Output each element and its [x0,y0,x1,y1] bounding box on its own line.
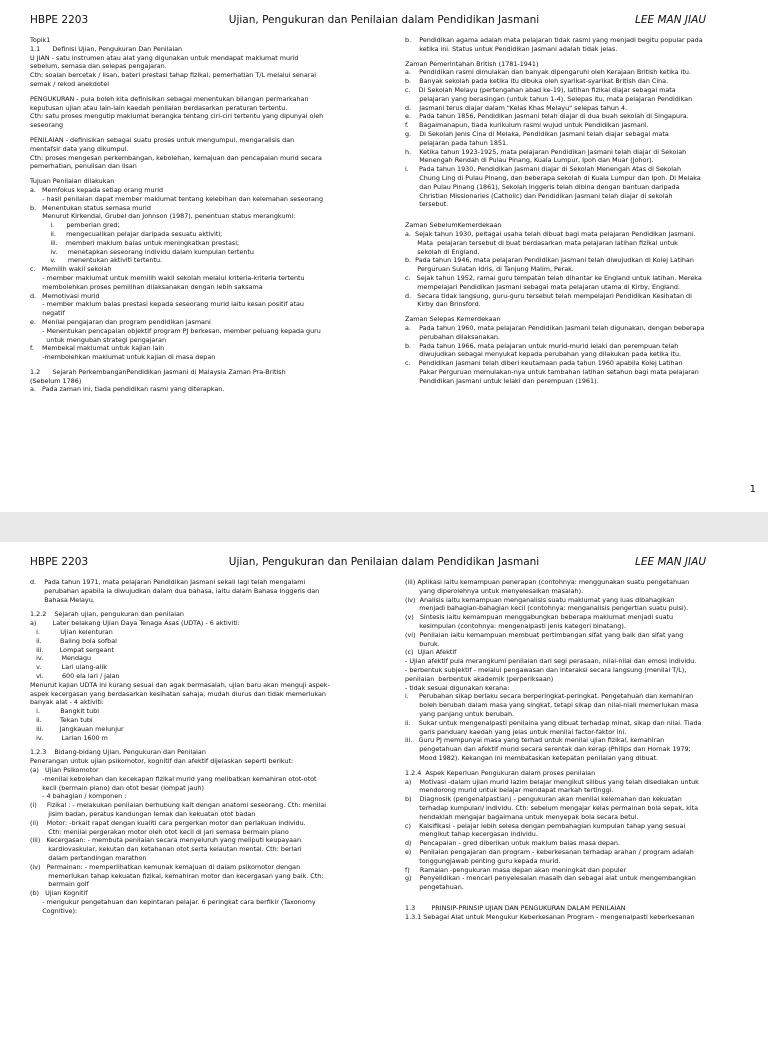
text-line: c. Pendidikan Jasmani telah diberi keutamaan pada tahun 1960 apabila Kolej Latihan [405,359,683,368]
text-line: - Ujian afektif pula merangkumi penilaian dari segi perasaan, nilai-nilai dan emosi individu. [405,657,697,666]
text-line: (iii) Kecergasan: - membuta penilaian secara menyeluruh yang meliputi keupayaan [30,836,302,845]
page-number: 1 [749,484,756,495]
text-line: b. Menentukan status semasa murid [30,203,151,212]
text-line: a) Motivasi -dalam ujian murid lazim belajar mengikut silibus yang telah disediakan untuk [405,777,699,786]
text-line: f. Bagaimanapun, tiada kurikulum rasmi wujud untuk Pendidikan Jasmani. [405,121,649,130]
text-line: mempelajari Pendidikan Jasmani sebagai mata pelajaran utama di Kirby, England. [405,282,680,291]
text-line: i. Bangkit tubi [30,707,100,716]
text-line: (a) Ujian Psikomotor [30,765,99,774]
text-line: a. Sejak tahun 1930, peltagai usaha telah dibuat bagi mata pelajaran Pendidikan Jasmani. [405,229,696,238]
text-line: buruk. [405,639,440,648]
text-line: (Sebelum 1786) [30,376,82,385]
text-line: terhadap kumpulan/ individu. Cth: sebelum mengajar kelas permainan bola sepak, kita [405,803,698,812]
text-line: b. Pada tahun 1966, mata pelajaran untuk murid-murid lelaki dan perempuan telah [405,341,679,350]
text-line: bermain golf [30,880,89,889]
text-line: sebelum, semasa dan selepas pengajaran. [30,62,167,71]
text-line: pelajaran pada tahun 1851. [405,138,509,147]
text-line: ii. Tekan tubi [30,715,93,724]
text-line: kardiovaskular, kekutan dan ketahanan otot serta kelautan mental. Cth: berlari [30,845,302,854]
text-line: semak / rekod anekdotel [30,79,109,88]
text-line: penilaian berbentuk akademik (perperiksaan) [405,674,554,683]
text-line: tonggungjawab penting guru kepada murid. [405,856,561,865]
text-line: 1.2.2 Sejarah ujian, pengukuran dan penilaian [30,610,184,619]
text-line: sekolah di England. [405,247,480,256]
text-line: c. Memilih wakil sekolah [30,265,112,274]
text-line: PENGUKURAN - pula boleh kita definisikan sebagai menentukan bilangan permarkahan [30,94,309,103]
text-line: Cth: proses mengesan perkembangan, kebolehan, kemajuan dan pencapaian murid secara [30,153,322,162]
text-line: b) Diagnosik (pengenalpastian) - pengukuran akan menilai kelemahan dan kekuatan [405,795,682,804]
document-page-2 [0,542,768,1054]
text-line: Menurut Kirkendal, Grubel dan Johnson (1987), penentuan status merangkumi: [30,212,296,221]
text-line: c) Kalsifikasi - pelajar lebih selesa dengan pembahagian kumpulan tahap yang sesuai [405,821,686,830]
text-line: a. Pada zaman ini, tiada pendidikan rasmi yang diterapkan. [30,385,225,394]
text-line: a) Later belakang Ujian Daya Tenaga Asas (UDTA) - 6 aktiviti: [30,619,240,628]
text-line: kecil (bermain piano) dan otot besar (lompat jauh) [30,783,204,792]
right-column [405,36,745,385]
text-line: tersebut. [405,200,449,209]
text-line: a. Pendidikan rasmi dimulakan dan banyak dipengaruhi oleh Kerajaan British ketika itu. [405,68,691,77]
text-line: d. Jasmani terus diajar dalam "Kelas Khas Melayu" selepas tahun 4. [405,103,628,112]
text-line: g. Di Sekolah Jenis Cina di Melaka, Pendidikan Jasmani telah diajar sebagai mata [405,129,669,138]
text-line: jisim badan, peratus kandungan lemak dan kekuatan otot badan [30,809,256,818]
text-line: iii. Guru PJ mempunyai masa yang terhad untuk menilai ujian fizikal, kemahiran [405,736,665,745]
text-line: Bahasa Melayu. [30,595,95,604]
text-line: f) Ramalan -pengukuran masa depan akan meningkat dan populer [405,865,627,874]
author-name: LEE MAN JIAU [635,14,706,26]
text-line: 1.2.4 Aspek Keperluan Pengukuran dalam proses penilaian [405,768,596,777]
text-line: c. Di Sekolah Melayu (pertengahan abad ke-19), latihan fizikal diajar sebagai mata [405,85,676,94]
text-line: 1.2.3 Bidang-bidang Ujian, Pengukuran dan Penilaian [30,748,206,757]
text-line: f. Membekal maklumat untuk kajian lain [30,344,165,353]
text-line: 1.3 PRINSIP-PRINSIP UJIAN DAN PENGUKURAN DALAM PENILAIAN [405,903,626,912]
text-line: perubahan apabila ia diwujudkan dalam dua bahasa, iaitu dalam Bahasa Inggeris dan [30,586,320,595]
left-column [30,578,385,915]
text-line: 1.2 Sejarah PerkembanganPendidikan Jasmani di Malaysia Zaman Pra-British [30,367,286,376]
text-line: Menengah Rendah di Pulau Pinang, Kuala Lumpur, Ipoh dan Muar (Johor). [405,156,654,165]
right-column [405,578,745,921]
text-line: v. menentukan aktiviti tertentu. [30,256,163,265]
text-line: Perguruan Sulatan Idris, di Tanjung Malim, Perak. [405,265,574,274]
text-line: i. Perubahan sikap berlaku secara berperingkat-peringkat. Pengetahuan dan kemahiran [405,692,694,701]
text-line: -membolehkan maklumat untuk kajian di masa depan [30,353,216,362]
text-line: (c) Ujian Afektif [405,648,457,657]
text-line: ii. Baling bola sofbal [30,636,117,645]
text-line: untuk mengubah strategi pengajaran [30,335,166,344]
course-code: HBPE 2203 [30,14,89,26]
text-line: a. Pada tahun 1960, mata pelajaran Pendidikan Jasmani telah digunakan, dengan beberapa [405,323,705,332]
text-line: PENILAIAN - definisikan sebagai suatu proses untuk mengumpul, mengaralisis dan [30,135,295,144]
text-line: banyak alat - 4 aktiviti: [30,698,104,707]
text-line: Penerangan untuk ujian psikomotor, kognitif dan afektif dijelaskan seperti berikut: [30,757,294,766]
text-line: membolehkan proses pemilihan dilaksanakan dengan lebih saksama [30,282,263,291]
text-line: menjadi bahagian-bahagian kecil (contohnya: menganalisis pengertian suatu puisi). [405,604,689,613]
text-line: diwujudkan sebagai menyukat kepada perubahan yang dilakukan pada ketika itu. [405,350,682,359]
text-line: Cth: satu proses mengutip maklumat berangka tentang ciri-ciri tertentu yang dipunyai oleh [30,112,324,121]
text-line: i. Pada tahun 1930, Pendidikan Jasmani diajar di Sekolah Menengah Atas di Sekolah [405,165,682,174]
text-line: - 4 bahagian / komponen : [30,792,127,801]
text-line: iii. memberi maklum balas untuk meningkatkan prestasi; [30,238,240,247]
text-line: b. Banyak sekolah pada ketika itu dibuka oleh syarikat-syarikat British dan Cina. [405,77,669,86]
course-code: HBPE 2203 [30,556,89,568]
text-line: Mata pelajaran tersebut di buat berdasarkan mata pelajaran latihan fizikal untuk [405,238,678,247]
page-header [30,556,738,572]
text-line: aspek kecergasan yang berdasarkan kesihatan sahaja, mudah diurus dan tidak memerlukan [30,689,326,698]
text-line: (b) Ujian Kognitif [30,889,88,898]
text-line: Zaman Pemerintahan British (1781-1941) [405,59,539,68]
text-line: d. Pada tahun 1971, mata pelajaran Pendidikan Jasmani sekali lagi telah mengalami [30,578,306,586]
text-line: i. pemberian gred; [30,221,120,230]
text-line: (iv) Analisis iaitu kemampuan menganalisis suatu maklumat yang luas dibahagikan [405,595,675,604]
course-title: Ujian, Pengukuran dan Penilaian dalam Pendidikan Jasmani [228,556,540,568]
text-line: perubahan dilaksanakan. [405,332,500,341]
text-line: - hasil penilaian dapat member maklumat tentang kelebihan dan kelemahan seseorang [30,194,324,203]
text-line: 1.3.1 Sebagai Alat untuk Mengukur Keberkesanan Program - mengenalpasti keberkesanan [405,912,695,921]
text-line: e) Penilaian pengajaran dan program - keberkesanan terhadap arahan / program adalah [405,847,694,856]
text-line: ii. Sukar untuk mengenalpasti penilaina yang dibuat terhadap minat, sikap dan nilai. Tiada [405,718,702,727]
text-line: (iv) Permainan: - memperlihatkan kemunak kemajuan di dalam psikomotor dengan [30,862,301,871]
text-line: pengetahuan dan afektif murid secara serentak dan kerap (Philips dan Hornak 1979; [405,745,691,754]
text-line: -menilai kebolehan dan kecekapan fizikal murid yang melibatkan kemahiran otot-otot [30,774,317,783]
text-line: seseorang [30,121,64,130]
text-line: memerlukan tahap kekuatan fizikal, kemahiran motor dan kecergasan yang baik. Cth: [30,871,324,880]
text-line: boleh berubah dalam masa yang singkat, tetapi sikap dan nilai-niali memerlukan masa [405,701,699,710]
document-page-1 [0,0,768,512]
text-line: Kirby dan Brinsford. [405,300,481,309]
text-line: Chung Ling di Pulau Pinang, dan beberapa sekolah di Kuala Lumpur dan Ipoh. Di Melaka [405,173,701,182]
text-line: Cth: menilai pergerakan motor oleh otot kecil di jari semasa bermain piano [30,827,289,836]
text-line: iv. Larian 1600 m [30,733,108,742]
text-line: - tidak sesuai digunakan kerana: [405,683,510,692]
page-header [30,14,738,30]
text-line: ii. mengecualikan pelajar daripada sesuatu aktiviti; [30,229,223,238]
text-line: Pendidikan Jasmani untuk lelaki dan perempuan (1961). [405,376,599,385]
text-line: - member maklum balas prestasi kepada seseorang murid iaitu kesan positif atau [30,300,304,309]
text-line: yang diperolehnya untuk menyelesaikan masalah). [405,586,584,595]
text-line: keputusan ujian atau lain-lain kaedah penilaian berdasarkan peraturan tertentu. [30,103,288,112]
text-line: dalam pertandingan marathon [30,853,147,862]
text-line: e. Pada tahun 1856, Pendidikan Jasmani telah diajar di dua buah sekolah di Singapura. [405,112,689,121]
text-line: Pakar Perguruan memulakan-nya untuk tambahan latihan setahun bagi mata pelajaran [405,367,699,376]
text-line: Mood 1982). Kekangan ini membataskan ketepatan penilaian yang dibuat. [405,753,659,762]
author-name: LEE MAN JIAU [635,556,706,568]
text-line: g) Penyelidikan - mencari penyelesaian masalh dan sebagai alat untuk mengembangkan [405,874,696,883]
text-line: (vi) Penilaian iaitu kemampuan membuat pertimbangan sifat yang baik dan sifat yang [405,630,684,639]
text-line: pelajaran yang berasingan (untuk tahun 1-4). Selepas itu, mata pelajaran Pendidikan [405,94,693,103]
text-line: garis panduan/ kaedah yang jelas untuk menilai factor-faktor ini. [405,727,627,736]
text-line: Cognitive): [30,906,78,915]
text-line: Tujuan Penilaian dilakukan [30,177,115,186]
text-line: pemerhatian, penulisan dan lisan [30,162,137,171]
text-line: negatif [30,309,65,318]
text-line: - member maklumat untuk memilih wakil sekolah melalui kriteria-kriteria tertentu [30,273,305,282]
text-line: b. Pendidikan agama adalah mata pelajaran tidak rasmi yang menjadi begitu popular pada [405,36,703,44]
text-line: ketika ini. Status untuk Pendidikan Jasmani adalah tidak jelas. [405,44,618,53]
text-line: mengikut tahap kecergasan individu. [405,830,538,839]
text-line: dan Pulau Pinang (1861), Sekolah Inggeris telah dibina dengan bantuan daripada [405,182,680,191]
text-line: pengetahuan. [405,883,464,892]
text-line: (ii) Motor: -brkait rapat dengan kualiti cara pergerkan motor dan perlakuan individu. [30,818,306,827]
text-line: v. Lari ulang-alik [30,663,107,672]
text-line: - mengukur pengetahuan dan kepintaran pelajar. 6 peringkat cara berfikir (Taxonomy [30,897,316,906]
text-line: iv. Mendagu [30,654,92,663]
text-line: a. Memfokus kepada setiap orang murid [30,185,164,194]
text-line: (v) Sintesis iaitu kemampuan menggabungkan beberapa maklumat menjadi suatu [405,613,674,622]
text-line: iii. Lompat sergeant [30,645,115,654]
text-line: d) Pencapaian - gred diberikan untuk maklum balas masa depan. [405,839,620,848]
text-line: - berbentuk subjektif - melalui pengawasan dan interaksi secara langsung (menilai T/L), [405,665,687,674]
text-line: mendorong murid untuk belajar mendapat markah tertinggi. [405,786,614,795]
text-line: e. Menilai pengajaran dan program pendidikan jasmani [30,317,211,326]
text-line: d. Secara tidak langsung, guru-guru tersebut telah mempelajari Pendidikan Kesihatan di [405,291,692,300]
text-line: 1.1 Definisi Ujian, Pengukuran Dan Penilaian [30,44,183,53]
text-line: h. Ketika tahun 1923-1925, mata pelajaran Pendidikan Jasmani telah diajar di Sekolah [405,147,687,156]
text-line: hendaklah mengajar bagaimana untuk menyepak bola secara betul. [405,812,639,821]
text-line: yang panjang untuk berubah. [405,709,515,718]
text-line: Zaman Selepas Kemerdekaan [405,315,501,324]
text-line: U JIAN - satu instrumen atau alat yang digunakan untuk mendapat maklumat murid [30,53,299,62]
text-line: b. Pada tahun 1946, mata pelajaran Pendidikan Jasmani telah diwujudkan di Kolej Latihan [405,256,694,265]
text-line: Cth: soalan bercetak / lisan, bateri prestasi tahap fizikal, pemerhatian T/L melalui senarai [30,71,317,80]
text-line: c. Sejak tahun 1952, ramai guru tempatan telah dihantar ke England untuk latihan. Mereka [405,273,702,282]
text-line: iii. Jangkauan melunjur [30,724,124,733]
text-line: Zaman SebelumKemerdekaan [405,221,502,230]
page-gap [0,512,768,542]
text-line: Topik1 [30,36,51,44]
text-line: (iii) Aplikasi iaitu kemampuan penerapan (contohnya: menggunakan suatu pengetahuan [405,578,690,586]
text-line: (i) Fizikal : - melakukan penilaian berhubung kait dengan anatomi seseorang. Cth: menilai [30,801,327,810]
text-line: iv. menetapkan seseorang individu dalam kumpulan tertentu [30,247,254,256]
text-line: kesimpulan (contohnya: mengenalpasti jenis kategori binatang). [405,621,626,630]
text-line: mentafsir data yang dikumpul. [30,144,129,153]
course-title: Ujian, Pengukuran dan Penilaian dalam Pendidikan Jasmani [228,14,540,26]
text-line: Menurut kajian UDTA ini kurang sesuai dan agak bermasalah, ujian baru akan menguji aspek- [30,680,330,689]
text-line: Christian Missionaries (Catholic) dan Pendidikan Jasmani telah diajar di sekolah [405,191,673,200]
text-line: vi. 600 ela lari / jalan [30,671,120,680]
text-line: i. Ujian kelenturan [30,627,113,636]
text-line: d. Memotivasi murid [30,291,100,300]
left-column [30,36,385,394]
text-line: - Menentukan pencapaian objektif program PJ berkesan, member peluang kepada guru [30,326,321,335]
